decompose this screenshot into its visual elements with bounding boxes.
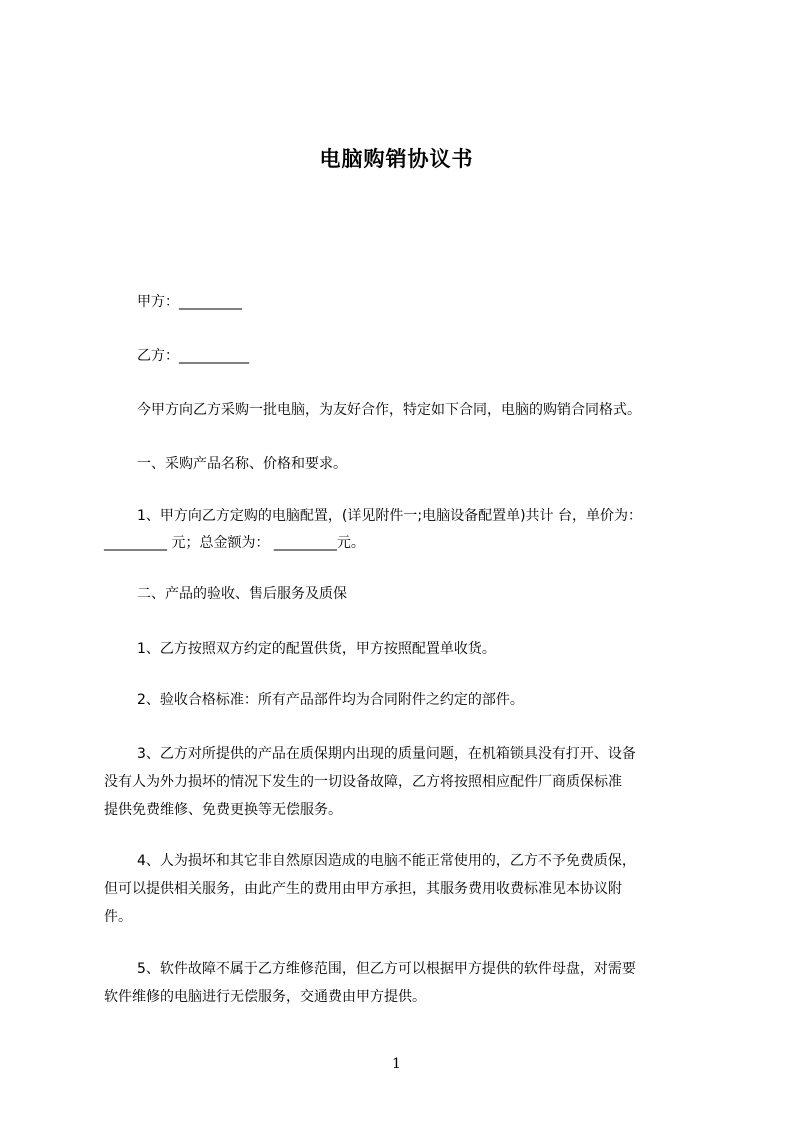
document-title: 电脑购销协议书: [319, 147, 474, 171]
section2-item2: 2、验收合格标准：所有产品部件均为合同附件之约定的部件。: [137, 692, 524, 708]
section2-item4-line2: 但可以提供相关服务，由此产生的费用由甲方承担，其服务费用收费标准见本协议附: [104, 881, 622, 897]
section2-item1: 1、乙方按照双方约定的配置供货，甲方按照配置单收货。: [137, 641, 496, 657]
section2-item3-line3: 提供免费维修、免费更换等无偿服务。: [104, 802, 342, 818]
section2-item5-line2: 软件维修的电脑进行无偿服务，交通费由甲方提供。: [104, 989, 426, 1005]
section2-item3-line2: 没有人为外力损坏的情况下发生的一切设备故障，乙方将按照相应配件厂商质保标准: [104, 774, 622, 790]
page-number: 1: [392, 1056, 401, 1072]
section2-item4-line1: 4、人为损坏和其它非自然原因造成的电脑不能正常使用的，乙方不予免费质保，: [137, 853, 636, 869]
section2-item3-line1: 3、乙方对所提供的产品在质保期内出现的质量问题，在机箱锁具没有打开、设备: [137, 746, 636, 762]
section2-heading: 二、产品的验收、售后服务及质保: [137, 586, 347, 602]
party-a-field: 甲方：_________: [137, 294, 242, 310]
section1-item1-line2: _________ 元；总金额为： _________元。: [104, 535, 365, 551]
section1-item1-line1: 1、甲方向乙方定购的电脑配置，(详见附件一;电脑设备配置单)共计 台，单价为：: [137, 508, 642, 524]
intro-paragraph: 今甲方向乙方采购一批电脑，为友好合作，特定如下合同，电脑的购销合同格式。: [137, 402, 641, 418]
party-b-field: 乙方：__________: [137, 348, 249, 364]
section1-heading: 一、采购产品名称、价格和要求。: [137, 456, 347, 472]
section2-item4-line3: 件。: [104, 909, 132, 925]
section2-item5-line1: 5、软件故障不属于乙方维修范围，但乙方可以根据甲方提供的软件母盘，对需要: [137, 961, 636, 977]
